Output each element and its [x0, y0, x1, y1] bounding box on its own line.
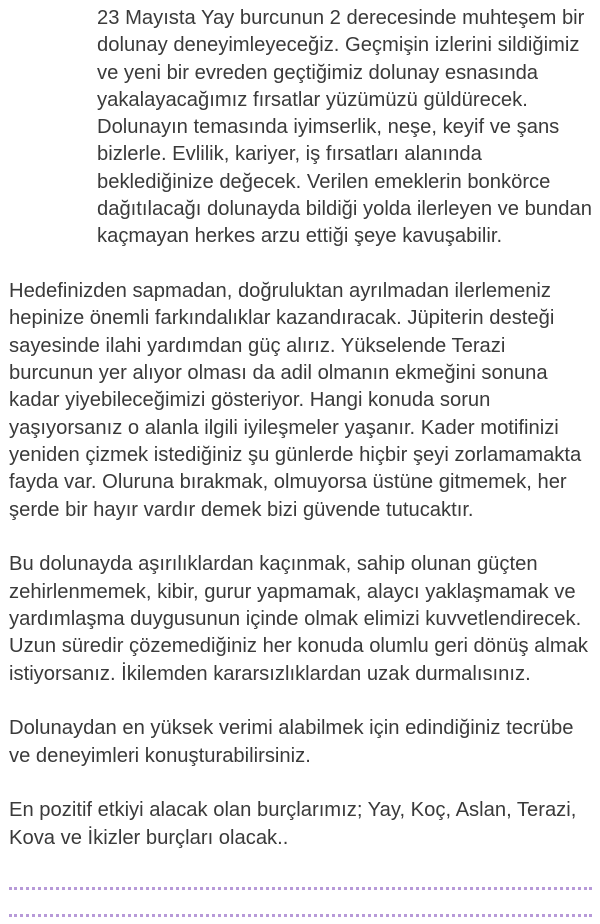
paragraph-positive-signs: En pozitif etkiyi alacak olan burçlarımız; Yay, Koç, Aslan, Terazi, Kova ve İkizler burçları olacak.. — [9, 799, 577, 849]
paragraph-avoid-excess: Bu dolunayda aşırılıklardan kaçınmak, sahip olunan güçten zehirlenmemek, kibir, gurur yapmamak, alaycı yaklaşmamak ve yardımlaşma duygusunun içinde olmak elimizi kuvvetlendirecek. Uzun süredir çözemediğiniz her konuda olumlu geri dönüş almak istiyorsanız. İkilemden kararsızlıklardan uzak durmalısınız. — [9, 553, 589, 685]
paragraph-experience: Dolunaydan en yüksek verimi alabilmek için edindiğiniz tecrübe ve deneyimleri konuşturabilirsiniz. — [9, 717, 574, 767]
dotted-underline — [9, 887, 592, 890]
paragraph-full-moon-intro: 23 Mayısta Yay burcunun 2 derecesinde muhteşem bir dolunay deneyimleyeceğiz. Geçmişin izlerini sildiğimiz ve yeni bir evreden geçtiğimiz dolunay esnasında yakalayacağımız fırsatlar yüzümüzü güldürecek. Dolunayın temasında iyimserlik, neşe, keyif ve şans bizlerle. Evlilik, kariyer, iş fırsatları alanında beklediğinize değecek. Verilen emeklerin bonkörce dağıtılacağı dolunayda bildiği yolda ilerleyen ve bundan kaçmayan herkes arzu ettiği şeye kavuşabilir. — [97, 7, 592, 248]
paragraph-jupiter-support: Hedefinizden sapmadan, doğruluktan ayrılmadan ilerlemeniz hepinize önemli farkındalıklar kazandıracak. Jüpiterin desteği sayesinde ilahi yardımdan güç alırız. Yükselende Terazi burcunun yer alıyor olması da adil olmanın ekmeğini sonuna kadar yiyebileceğimizi gösteriyor. Hangi konuda sorun yaşıyorsanız o alanla ilgili iyileşmeler yaşanır. Kader motifinizi yeniden çizmek istediğiniz şu günlerde hiçbir şeyi zorlamamakta fayda var. Oluruna bırakmak, olmuyorsa üstüne gitmemek, her şerde bir hayır vardır demek bizi güvende tutucaktır. — [9, 280, 582, 521]
dotted-underline — [9, 914, 592, 917]
